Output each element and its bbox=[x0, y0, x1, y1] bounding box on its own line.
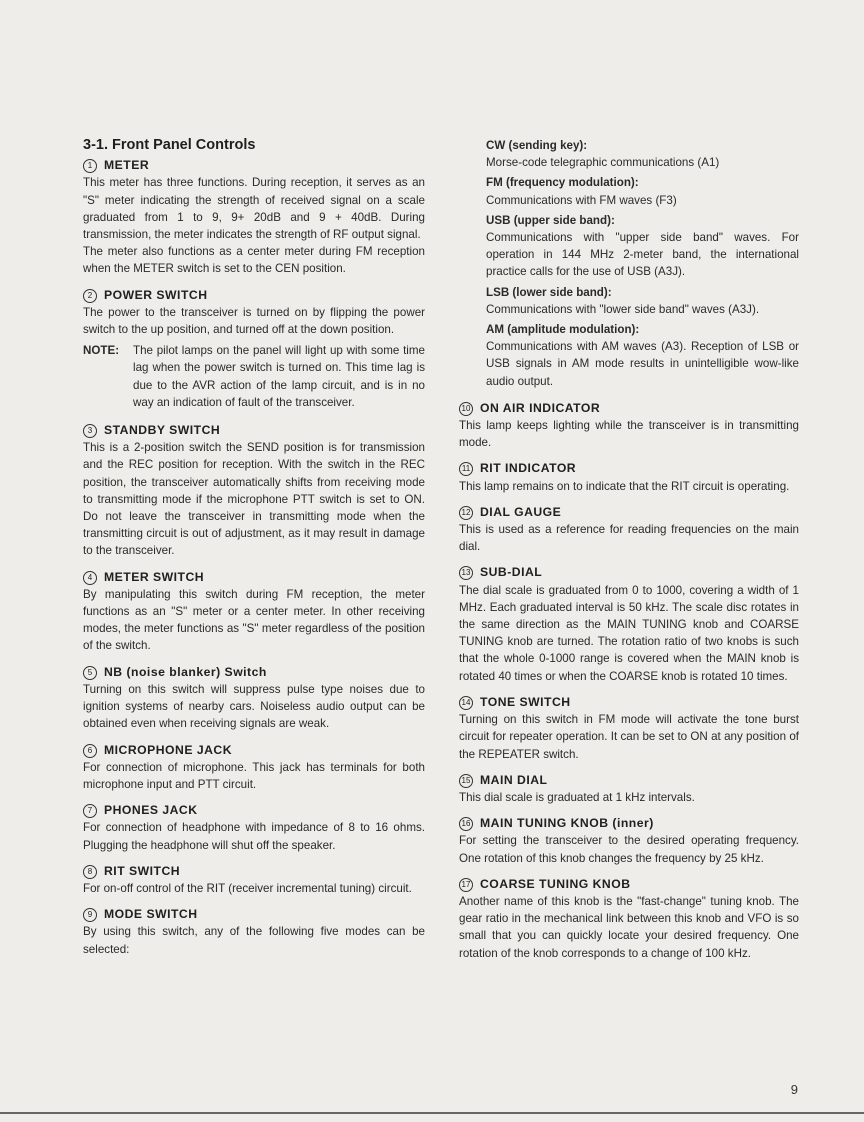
page-number: 9 bbox=[790, 1082, 798, 1097]
item-title: SUB-DIAL bbox=[480, 565, 543, 580]
mode-title: USB (upper side band): bbox=[486, 213, 615, 227]
item-number: 8 bbox=[83, 865, 97, 879]
section-title: 3-1. Front Panel Controls bbox=[83, 137, 256, 153]
item-coarse-tuning-knob bbox=[459, 876, 799, 962]
bottom-rule bbox=[0, 1112, 864, 1114]
item-title: STANDBY SWITCH bbox=[104, 423, 221, 438]
mode-desc: Communications with AM waves (A3). Reception of LSB or USB signals in AM mode results in unintelligible wow-like audio output. bbox=[486, 340, 799, 388]
item-number: 12 bbox=[459, 506, 473, 520]
mode-am bbox=[486, 321, 799, 390]
item-microphone-jack bbox=[83, 742, 425, 794]
item-body: Another name of this knob is the "fast-change" tuning knob. The gear ratio in the mechanical link between this knob and VFO is so small that you can quickly locate your desired frequency. One rotation of the knob corresponds to a change of 100 kHz. bbox=[459, 894, 799, 960]
item-body: For on-off control of the RIT (receiver incremental tuning) circuit. bbox=[83, 881, 412, 895]
item-phones-jack bbox=[83, 802, 425, 854]
item-number: 11 bbox=[459, 462, 473, 476]
item-body: For setting the transceiver to the desired operating frequency. One rotation of this knob changes the frequency by 25 kHz. bbox=[459, 834, 799, 865]
item-power-switch bbox=[83, 287, 425, 339]
item-rit-switch bbox=[83, 863, 425, 897]
item-standby-switch bbox=[83, 422, 425, 560]
note-text: The pilot lamps on the panel will light up with some time lag when the power switch is turned on. This time lag is due to the AVR action of the lamp circuit, and is in no way an indication of fault of the transceiver. bbox=[133, 344, 425, 409]
item-body: This lamp remains on to indicate that the RIT circuit is operating. bbox=[459, 479, 790, 493]
mode-title: CW (sending key): bbox=[486, 139, 588, 152]
mode-lsb bbox=[486, 284, 799, 318]
item-title: MICROPHONE JACK bbox=[104, 742, 233, 757]
item-main-dial bbox=[459, 772, 799, 806]
item-number: 13 bbox=[459, 566, 473, 580]
item-title: DIAL GAUGE bbox=[480, 504, 562, 519]
item-main-tuning-knob bbox=[459, 815, 799, 867]
right-column bbox=[459, 137, 799, 971]
item-number: 17 bbox=[459, 878, 473, 892]
mode-cw bbox=[486, 137, 799, 171]
item-title: METER bbox=[104, 158, 150, 173]
item-title: NB (noise blanker) Switch bbox=[104, 664, 267, 679]
item-tone-switch bbox=[459, 694, 799, 763]
item-body: This lamp keeps lighting while the transceiver is in transmitting mode. bbox=[459, 419, 799, 450]
item-number: 10 bbox=[459, 402, 473, 416]
item-number: 14 bbox=[459, 696, 473, 710]
item-body: This dial scale is graduated at 1 kHz intervals. bbox=[459, 790, 695, 804]
item-meter-switch bbox=[83, 569, 425, 655]
item-number: 4 bbox=[83, 571, 97, 585]
mode-desc: Communications with "lower side band" waves (A3J). bbox=[486, 302, 760, 316]
mode-desc: Communications with "upper side band" waves. For operation in 144 MHz 2-meter band, the international practice calls for the use of USB (A3J). bbox=[486, 231, 799, 279]
mode-title: AM (amplitude modulation): bbox=[486, 323, 640, 337]
item-number: 2 bbox=[83, 289, 97, 303]
item-number: 6 bbox=[83, 744, 97, 758]
item-on-air-indicator bbox=[459, 400, 799, 452]
mode-usb bbox=[486, 212, 799, 281]
item-body: This is a 2-position switch the SEND position is for transmission and the REC position for reception. With the switch in the REC position, the transceiver automatically shifts from receiving mode to transmitting mode if the microphone PTT switch is set to ON. Do not leave the transceiver in transmitting mode when the transmitting circuit is out of adjustment, as it may result in damage to the transceiver. bbox=[83, 441, 425, 558]
item-body: This meter has three functions. During reception, it serves as an "S" meter indicating the strength of received signal on a scale graduated from 1 to 9, 9+ 20dB and 9 + 40dB. During transmission, the meter indicates the strength of RF output signal. The meter also functions as a center meter during FM reception when the METER switch is set to the CEN position. bbox=[83, 176, 425, 276]
item-title: RIT INDICATOR bbox=[480, 461, 577, 476]
item-body: By manipulating this switch during FM reception, the meter functions as an "S" meter or a center meter. In other receiving modes, the meter functions as "S" meter regardless of the position of the switch. bbox=[83, 587, 425, 653]
item-mode-switch bbox=[83, 906, 425, 958]
item-number: 7 bbox=[83, 804, 97, 818]
item-body: By using this switch, any of the following five modes can be selected: bbox=[83, 925, 425, 956]
item-title: ON AIR INDICATOR bbox=[480, 400, 601, 415]
item-title: MAIN DIAL bbox=[480, 772, 548, 787]
item-body: For connection of headphone with impedance of 8 to 16 ohms. Plugging the headphone will shut off the speaker. bbox=[83, 821, 425, 852]
item-title: PHONES JACK bbox=[104, 803, 198, 818]
item-body: Turning on this switch in FM mode will activate the tone burst circuit for repeater operation. It can be set to ON at any position of the REPEATER switch. bbox=[459, 713, 799, 761]
item-title: COARSE TUNING KNOB bbox=[480, 876, 631, 891]
item-dial-gauge bbox=[459, 504, 799, 556]
note-label: NOTE: bbox=[83, 344, 120, 358]
note bbox=[83, 342, 425, 411]
item-title: RIT SWITCH bbox=[104, 863, 181, 878]
item-number: 15 bbox=[459, 774, 473, 788]
item-body: This is used as a reference for reading frequencies on the main dial. bbox=[459, 523, 799, 554]
item-title: MAIN TUNING KNOB (inner) bbox=[480, 816, 654, 831]
item-number: 3 bbox=[83, 424, 97, 438]
item-number: 9 bbox=[83, 908, 97, 922]
mode-title: FM (frequency modulation): bbox=[486, 176, 639, 190]
item-body: The power to the transceiver is turned on by flipping the power switch to the up position, and turned off at the down position. bbox=[83, 305, 425, 337]
left-column bbox=[83, 137, 425, 967]
item-body: The dial scale is graduated from 0 to 1000, covering a width of 1 MHz. Each graduated interval is 50 kHz. The scale disc rotates in the same direction as the MAIN TUNING knob and COARSE TUNING knob are turned. The rotation ratio of two knobs is such that the whole 0-1000 range is covered when the MAIN knob is rotated 40 times or when the COARSE knob is rotated 10 times. bbox=[459, 583, 799, 683]
item-title: TONE SWITCH bbox=[480, 694, 571, 709]
item-number: 5 bbox=[83, 666, 97, 680]
mode-title: LSB (lower side band): bbox=[486, 285, 612, 299]
item-body: For connection of microphone. This jack has terminals for both microphone input and PTT circuit. bbox=[83, 760, 425, 791]
item-rit-indicator bbox=[459, 460, 799, 494]
item-title: POWER SWITCH bbox=[104, 287, 208, 302]
item-nb-switch bbox=[83, 664, 425, 733]
mode-desc: Communications with FM waves (F3) bbox=[486, 193, 677, 207]
item-sub-dial bbox=[459, 564, 799, 684]
item-meter bbox=[83, 157, 425, 277]
mode-fm bbox=[486, 174, 799, 208]
item-body: Turning on this switch will suppress pulse type noises due to ignition systems of nearby cars. Noiseless audio output can be obtained even when receiving signals are weak. bbox=[83, 682, 425, 731]
item-title: MODE SWITCH bbox=[104, 907, 198, 922]
mode-desc: Morse-code telegraphic communications (A1) bbox=[486, 156, 720, 170]
item-number: 16 bbox=[459, 817, 473, 831]
item-title: METER SWITCH bbox=[104, 569, 205, 584]
item-number: 1 bbox=[83, 159, 97, 173]
